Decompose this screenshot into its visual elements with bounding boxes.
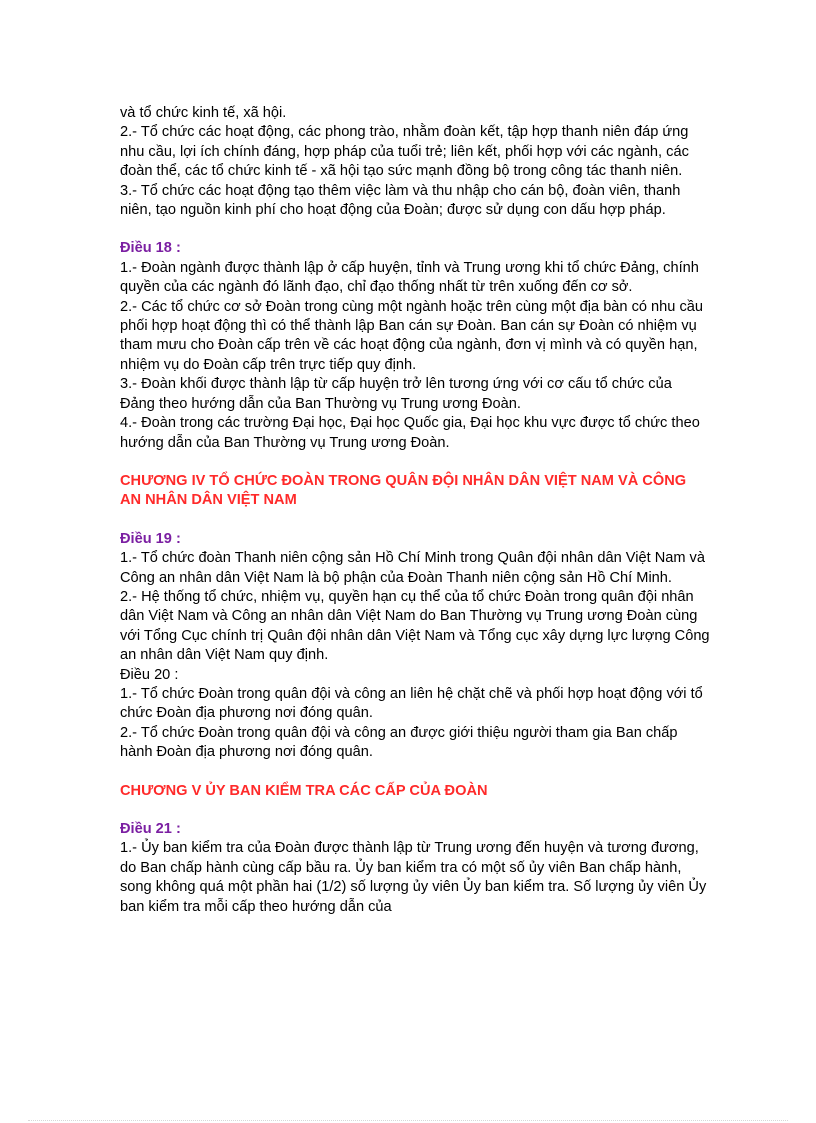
document-page (120, 104, 710, 917)
article-18 (120, 239, 710, 452)
article-heading: Điều 21 : (120, 821, 181, 837)
paragraph: 1.- Đoàn ngành được thành lập ở cấp huyện, tỉnh và Trung ương khi tổ chức Đảng, chính quyền của các ngành đó lãnh đạo, chỉ đạo thống nhất từ trên xuống đến cơ sở. (120, 259, 699, 296)
article-19 (120, 530, 710, 666)
paragraph: 4.- Đoàn trong các trường Đại học, Đại học Quốc gia, Đại học khu vực được tổ chức theo hướng dẫn của Ban Thường vụ Trung ương Đoàn. (120, 415, 700, 451)
article-heading: Điều 19 : (120, 530, 181, 547)
page-bottom-divider (28, 1120, 788, 1121)
intro-section (120, 104, 710, 220)
chapter-heading: CHƯƠNG V ỦY BAN KIỂM TRA CÁC CẤP CỦA ĐOÀN (120, 782, 488, 799)
paragraph: 2.- Tổ chức các hoạt động, các phong trào, nhằm đoàn kết, tập hợp thanh niên đáp ứng nhu cầu, lợi ích chính đáng, hợp pháp của tuổi trẻ; liên kết, phối hợp với các ngành, các đoàn thể, các tổ chức kinh tế - xã hội tạo sức mạnh đồng bộ trong công tác thanh niên. (120, 124, 689, 180)
paragraph: 3.- Tổ chức các hoạt động tạo thêm việc làm và thu nhập cho cán bộ, đoàn viên, thanh niên, tạo nguồn kinh phí cho hoạt động của Đoàn; được sử dụng con dấu hợp pháp. (120, 182, 681, 219)
article-heading: Điều 18 : (120, 240, 181, 257)
article-20 (120, 666, 710, 763)
paragraph: 2.- Tổ chức Đoàn trong quân đội và công an được giới thiệu người tham gia Ban chấp hành Đoàn địa phương nơi đóng quân. (120, 724, 678, 761)
paragraph: 1.- Ủy ban kiểm tra của Đoàn được thành lập từ Trung ương đến huyện và tương đương, do Ban chấp hành cùng cấp bầu ra. Ủy ban kiểm tra có một số ủy viên Ban chấp hành, song không quá một phần hai (1/2) số lượng ủy viên Ủy ban kiểm tra. Số lượng ủy viên Ủy ban kiểm tra mỗi cấp theo hướng dẫn của (120, 840, 707, 915)
chapter-heading: CHƯƠNG IV TỔ CHỨC ĐOÀN TRONG QUÂN ĐỘI NHÂN DÂN VIỆT NAM VÀ CÔNG AN NHÂN DÂN VIỆT NAM (120, 472, 687, 509)
paragraph: 2.- Các tổ chức cơ sở Đoàn trong cùng một ngành hoặc trên cùng một địa bàn có nhu cầu phối hợp hoạt động thì có thể thành lập Ban cán sự Đoàn. Ban cán sự Đoàn có nhiệm vụ tham mưu cho Đoàn cấp trên về các hoạt động của ngành, đơn vị mình và có quyền hạn, nhiệm vụ do Đoàn cấp trên trực tiếp quy định. (120, 298, 703, 373)
paragraph: và tổ chức kinh tế, xã hội. (120, 105, 287, 121)
article-heading: Điều 20 : (120, 666, 179, 683)
paragraph: 1.- Tổ chức đoàn Thanh niên cộng sản Hồ Chí Minh trong Quân đội nhân dân Việt Nam và Công an nhân dân Việt Nam là bộ phận của Đoàn Thanh niên cộng sản Hồ Chí Minh. (120, 550, 705, 586)
article-21 (120, 820, 710, 917)
paragraph: 2.- Hệ thống tổ chức, nhiệm vụ, quyền hạn cụ thể của tổ chức Đoàn trong quân đội nhân dân Việt Nam và Công an nhân dân Việt Nam do Ban Thường vụ Trung ương Đoàn cùng với Tổng Cục chính trị Quân đội nhân dân Việt Nam và Tổng cục xây dựng lực lượng Công an nhân dân Việt Nam quy định. (120, 588, 710, 664)
paragraph: 3.- Đoàn khối được thành lập từ cấp huyện trở lên tương ứng với cơ cấu tổ chức của Đảng theo hướng dẫn của Ban Thường vụ Trung ương Đoàn. (120, 376, 672, 412)
paragraph: 1.- Tổ chức Đoàn trong quân đội và công an liên hệ chặt chẽ và phối hợp hoạt động với tổ chức Đoàn địa phương nơi đóng quân. (120, 685, 703, 722)
